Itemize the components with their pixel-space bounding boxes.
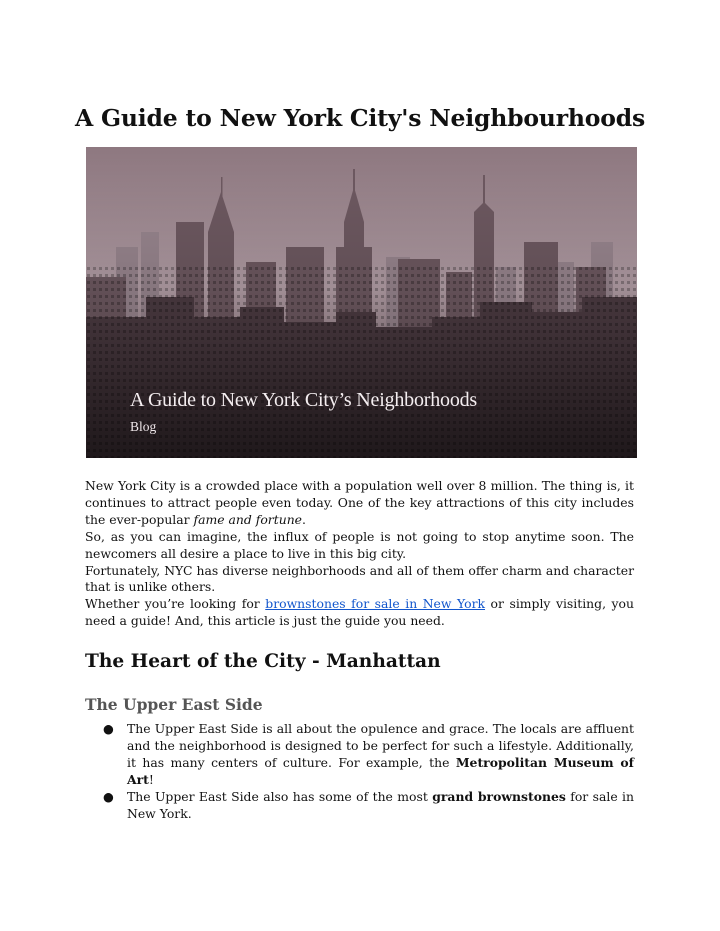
intro-p4-start: Whether you’re looking for xyxy=(85,596,266,612)
document-title: A Guide to New York City's Neighbourhoods xyxy=(75,104,645,132)
bullet-2-end: for sale in New York. xyxy=(127,789,634,821)
bullet-1-end: ! xyxy=(148,772,154,787)
bullet-2-bold: grand brownstones xyxy=(432,789,566,804)
brownstones-link[interactable]: brownstones for sale in New York xyxy=(265,596,486,612)
bullet-2-text: The Upper East Side also has some of the most xyxy=(127,789,433,804)
intro-p1-emphasis: fame and fortune xyxy=(193,511,303,527)
intro-paragraph-4 xyxy=(85,596,634,630)
bullet-icon: ● xyxy=(103,721,114,736)
intro-paragraph-3: Fortunately, NYC has diverse neighborhoods and all of them offer charm and character that is unlike others. xyxy=(85,562,634,595)
section-heading: The Heart of the City - Manhattan xyxy=(85,651,441,672)
bullet-list xyxy=(85,720,634,822)
bullet-icon: ● xyxy=(103,789,114,804)
intro-p1-end: . xyxy=(302,511,306,527)
section-subheading: The Upper East Side xyxy=(85,695,263,714)
bullet-1-bold: Metropolitan Museum of Art xyxy=(127,755,634,787)
intro-text xyxy=(85,478,634,630)
hero-image xyxy=(86,147,637,458)
intro-paragraph-2: So, as you can imagine, the influx of people is not going to stop anytime soon. The newcomers all desire a place to live in this big city. xyxy=(85,528,634,561)
list-item xyxy=(85,788,634,822)
intro-p1-text: New York City is a crowded place with a population well over 8 million. The thing is, it continues to attract people even today. One of the key attractions of this city includes the ever-popular xyxy=(85,478,634,527)
list-item xyxy=(85,720,634,788)
bullet-1-text: The Upper East Side is all about the opulence and grace. The locals are affluent and the neighborhood is designed to be perfect for such a lifestyle. Additionally, it has many centers of culture. For example, the xyxy=(127,721,634,770)
intro-p4-end: or simply visiting, you need a guide! And, this article is just the guide you need. xyxy=(85,596,635,629)
intro-paragraph-1 xyxy=(85,478,634,529)
hero-overlay-title: A Guide to New York City’s Neighborhoods xyxy=(130,389,478,411)
hero-overlay-subtitle: Blog xyxy=(130,419,157,434)
